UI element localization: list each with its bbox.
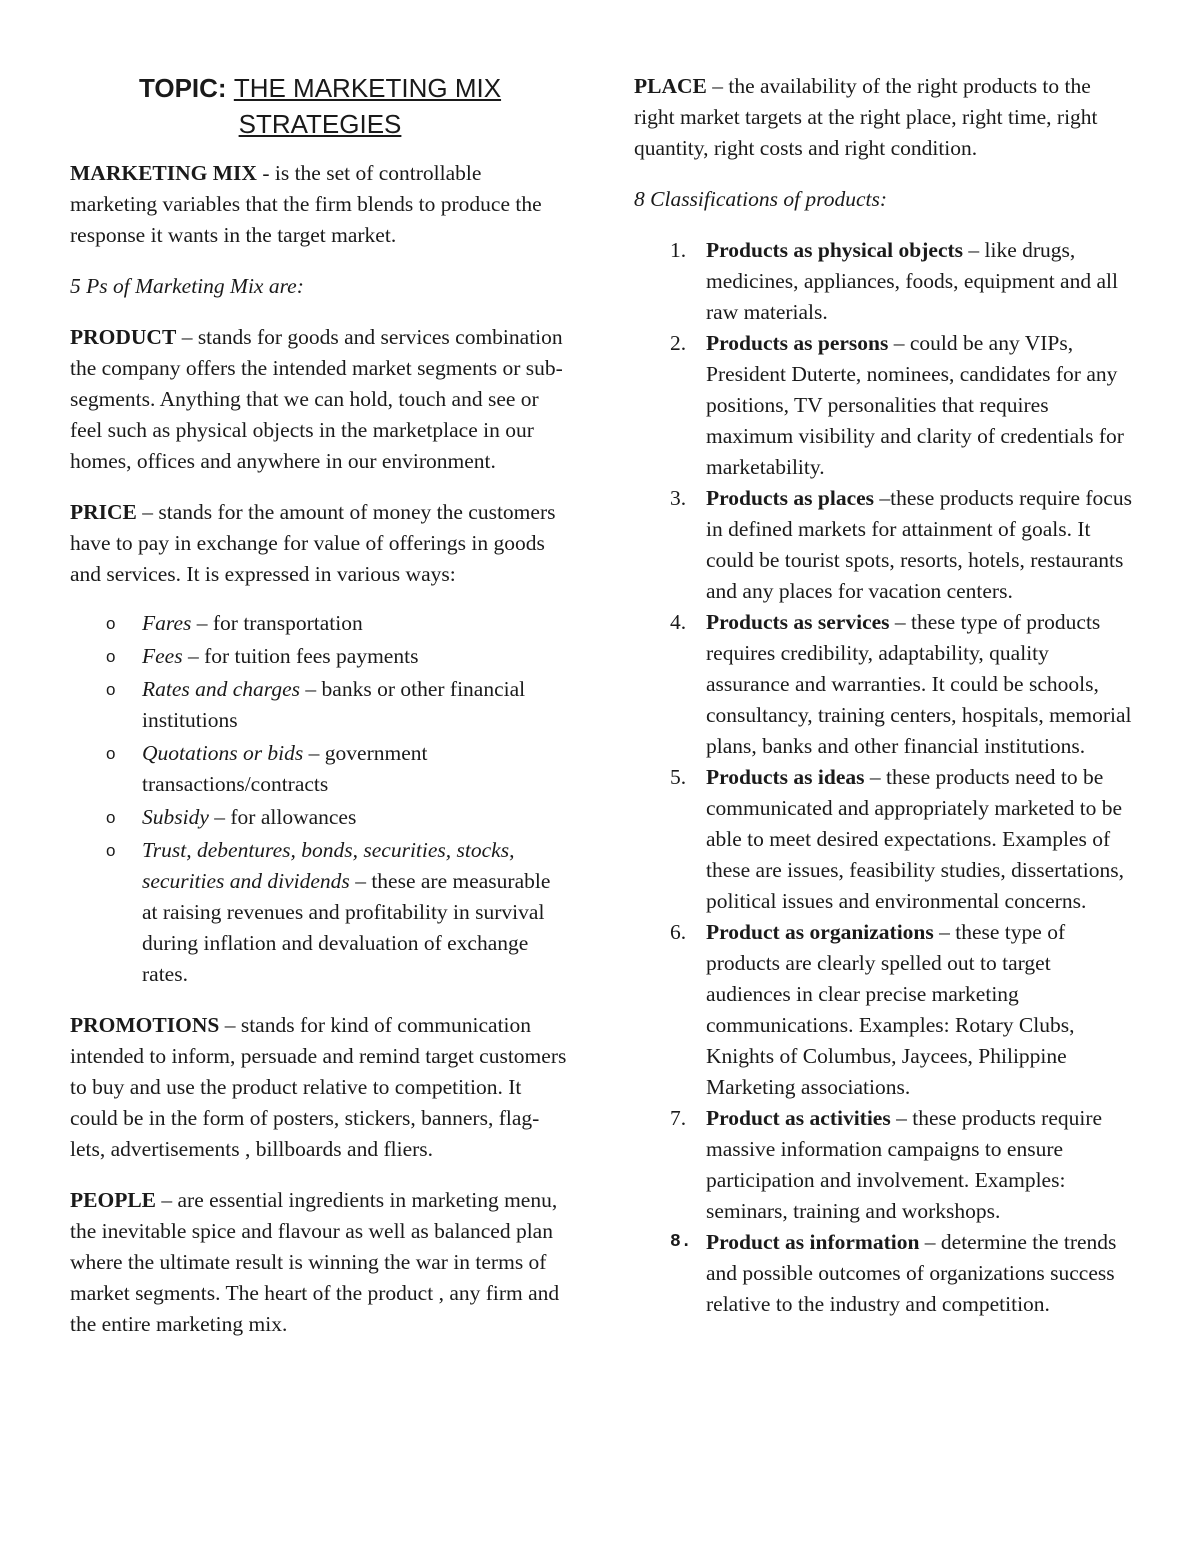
list-item-term: Fees xyxy=(142,644,183,668)
list-item xyxy=(634,762,1134,917)
list-item-text: – these products need to be communicated and appropriately marketed to be able to meet desired expectations. Examples of these are issues, feasibility studies, dissertations, political issues and environmental concerns. xyxy=(706,765,1124,913)
title-label: TOPIC: xyxy=(138,73,227,103)
list-item-text: – could be any VIPs, President Duterte, nominees, candidates for any positions, TV personalities that requires maximum visibility and clarity of credentials for marketability. xyxy=(706,331,1124,479)
list-item-term: Trust, debentures, bonds, securities, stocks, securities and dividends xyxy=(142,838,515,893)
list-item-text: – determine the trends and possible outcomes of organizations success relative to the industry and competition. xyxy=(706,1230,1117,1316)
list-item xyxy=(634,328,1134,483)
circle-bullet-icon: o xyxy=(106,808,116,827)
list-item-term: Quotations or bids xyxy=(142,741,304,765)
list-item xyxy=(634,917,1134,1103)
product-definition xyxy=(70,322,570,477)
list-item-term: Product as activities xyxy=(706,1106,891,1130)
list-item-term: Rates and charges xyxy=(142,677,301,701)
term-price: PRICE xyxy=(70,500,137,524)
list-item-term: Products as physical objects xyxy=(706,238,964,262)
right-column xyxy=(634,71,1134,1320)
list-item xyxy=(634,1103,1134,1227)
list-item xyxy=(70,835,570,990)
list-item xyxy=(70,608,570,639)
list-item-text: –these products require focus in defined markets for attainment of goals. It could be tourist spots, resorts, hotels, restaurants and any places for vacation centers. xyxy=(706,486,1132,603)
page-title xyxy=(70,70,570,142)
people-definition xyxy=(70,1185,570,1340)
list-item-text: – for allowances xyxy=(208,805,357,829)
list-number: 5. xyxy=(670,765,687,789)
promotions-text: – stands for kind of communication intended to inform, persuade and remind target customers to buy and use the product relative to competition. It could be in the form of posters, stickers, banners, flag-lets, advertisements , billboards and fliers. xyxy=(70,1013,567,1161)
product-text: – stands for goods and services combination the company offers the intended market segments or sub-segments. Anything that we can hold, touch and see or feel such as physical objects in the marketplace in our homes, offices and anywhere in our environment. xyxy=(70,325,563,473)
list-number: 3. xyxy=(670,486,687,510)
list-item-text: – for tuition fees payments xyxy=(182,644,419,668)
list-item-term: Products as places xyxy=(706,486,875,510)
price-text: – stands for the amount of money the customers have to pay in exchange for value of offerings in goods and services. It is expressed in various ways: xyxy=(70,500,556,586)
place-text: – the availability of the right products to the right market targets at the right place, right time, right quantity, right costs and right condition. xyxy=(634,74,1098,160)
left-column xyxy=(70,70,570,1360)
list-item xyxy=(70,802,570,833)
promotions-definition xyxy=(70,1010,570,1165)
list-item xyxy=(634,235,1134,328)
list-item xyxy=(634,607,1134,762)
list-number: 2. xyxy=(670,331,687,355)
circle-bullet-icon: o xyxy=(106,744,116,763)
list-item-term: Product as information xyxy=(706,1230,920,1254)
list-item-term: Product as organizations xyxy=(706,920,934,944)
list-item-term: Products as services xyxy=(706,610,890,634)
price-forms-list xyxy=(70,608,570,990)
circle-bullet-icon: o xyxy=(106,680,116,699)
list-item xyxy=(70,738,570,800)
list-item-text: – banks or other financial institutions xyxy=(142,677,526,732)
list-number: 4. xyxy=(670,610,687,634)
circle-bullet-icon: o xyxy=(106,647,116,666)
marketing-mix-text: - is the set of controllable marketing variables that the firm blends to produce the response it wants in the target market. xyxy=(70,161,542,247)
list-item-text: – government transactions/contracts xyxy=(142,741,428,796)
list-item xyxy=(70,674,570,736)
list-item-text: – these type of products are clearly spelled out to target audiences in clear precise marketing communications. Examples: Rotary Clubs, Knights of Columbus, Jaycees, Philippine Marketing associations. xyxy=(706,920,1075,1099)
list-item xyxy=(634,483,1134,607)
term-product: PRODUCT xyxy=(70,325,177,349)
term-people: PEOPLE xyxy=(70,1188,157,1212)
list-number: 6. xyxy=(670,920,687,944)
list-number: 7. xyxy=(670,1106,687,1130)
place-definition xyxy=(634,71,1134,164)
term-promotions: PROMOTIONS xyxy=(70,1013,220,1037)
list-number: 8. xyxy=(670,1232,692,1252)
list-item xyxy=(70,641,570,672)
list-item-text: – these type of products requires credibility, adaptability, quality assurance and warranties. It could be schools, consultancy, training centers, hospitals, memorial plans, banks and other financial institutions. xyxy=(706,610,1132,758)
list-item-term: Subsidy xyxy=(142,805,209,829)
list-item-term: Products as ideas xyxy=(706,765,865,789)
list-item-term: Products as persons xyxy=(706,331,889,355)
list-item xyxy=(634,1227,1134,1320)
list-item-term: Fares xyxy=(142,611,192,635)
list-item-text: – for transportation xyxy=(191,611,363,635)
marketing-mix-definition xyxy=(70,158,570,251)
list-item-text: – these products require massive information campaigns to ensure participation and involvement. Examples: seminars, training and workshops. xyxy=(706,1106,1103,1223)
five-ps-heading: 5 Ps of Marketing Mix are: xyxy=(70,274,304,298)
classifications-list xyxy=(634,235,1134,1320)
term-marketing-mix: MARKETING MIX xyxy=(70,161,257,185)
people-text: – are essential ingredients in marketing menu, the inevitable spice and flavour as well as balanced plan where the ultimate result is winning the war in terms of market segments. The heart of the product , any firm and the entire marketing mix. xyxy=(70,1188,560,1336)
circle-bullet-icon: o xyxy=(106,841,116,860)
circle-bullet-icon: o xyxy=(106,614,116,633)
list-number: 1. xyxy=(670,238,687,262)
title-line-1: THE MARKETING MIX xyxy=(233,73,502,103)
list-item-text: – these are measurable at raising revenues and profitability in survival during inflation and devaluation of exchange rates. xyxy=(142,869,551,986)
title-line-2: STRATEGIES xyxy=(238,109,402,139)
list-item-text: – like drugs, medicines, appliances, foods, equipment and all raw materials. xyxy=(706,238,1118,324)
classifications-heading: 8 Classifications of products: xyxy=(634,187,888,211)
price-definition xyxy=(70,497,570,590)
term-place: PLACE xyxy=(634,74,707,98)
